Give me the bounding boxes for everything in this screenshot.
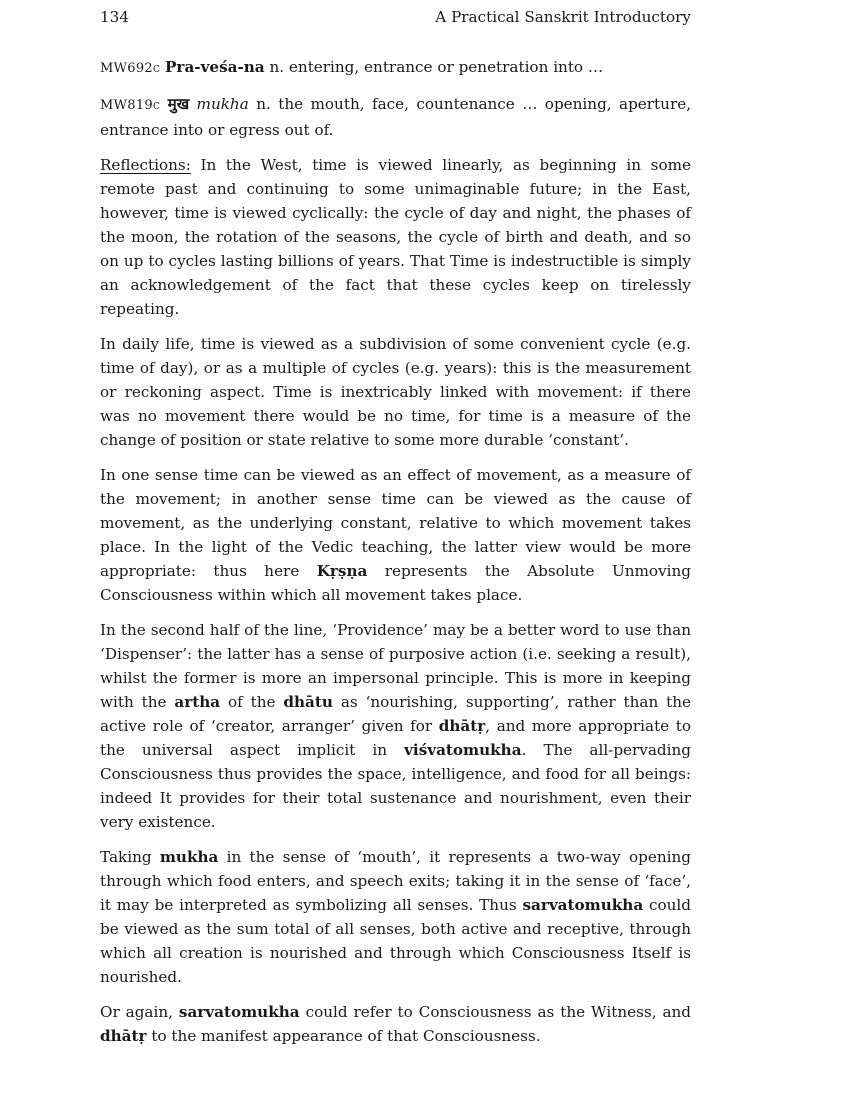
entry-devanagari: मुख <box>167 95 190 113</box>
running-header <box>100 5 691 27</box>
paragraph-text: In the second half of the line, ‘Providence’ may be a better word to use than ‘Dispenser’: the latter has a sense of purposive action (i.e. seeking a result), whilst the former is more an impersonal principle. This is more in keeping with the <box>100 621 691 711</box>
sanskrit-term: sarvatomukha <box>178 1003 300 1021</box>
paragraph-text: of the <box>227 693 276 711</box>
dictionary-entry <box>100 55 691 81</box>
paragraph-text: in the sense of ‘mouth’, it represents a two-way opening through which food enters, and speech exits; taking it in the sense of ‘face’, it may be interpreted as symbolizing all senses. Thus <box>100 848 692 914</box>
entry-reference: MW819c <box>100 98 161 113</box>
paragraph-text: . The all-pervading Consciousness thus provides the space, intelligence, and food for all beings: indeed It provides for their total sustenance and nourishment, even their very existence. <box>100 741 692 831</box>
sanskrit-term: dhātṛ <box>100 1027 147 1045</box>
entry-term: Pra-veśa-na <box>165 58 265 76</box>
paragraph <box>100 618 691 834</box>
paragraph-text: could be viewed as the sum total of all senses, both active and receptive, through which all creation is nourished and through which Consciousness Itself is nourished. <box>100 896 691 986</box>
paragraph-text: Or again, <box>100 1003 173 1021</box>
sanskrit-term: dhātṛ <box>438 717 486 735</box>
entry-definition: n. entering, entrance or penetration into … <box>269 58 604 76</box>
sanskrit-term: mukha <box>159 848 219 866</box>
paragraph <box>100 1000 691 1048</box>
paragraph-text: to the manifest appearance of that Consciousness. <box>151 1027 541 1045</box>
sanskrit-term: sarvatomukha <box>522 896 644 914</box>
sanskrit-term: viśvatomukha <box>404 741 522 759</box>
paragraph <box>100 463 691 607</box>
paragraph-text: as ‘nourishing, supporting’, rather than the active role of ‘creator, arranger’ given for <box>100 693 692 735</box>
paragraph-text: represents the Absolute Unmoving Consciousness within which all movement takes place. <box>100 562 692 604</box>
paragraph-text: , and more appropriate to the universal aspect implicit in <box>100 717 692 759</box>
page-number: 134 <box>100 8 129 26</box>
paragraph-text: In one sense time can be viewed as an effect of movement, as a measure of the movement; in another sense time can be viewed as the cause of movement, as the underlying constant, relative to which movement takes place. In the light of the Vedic teaching, the latter view would be more appropriate: thus here <box>100 466 691 580</box>
reflections-label: Reflections: <box>100 156 191 174</box>
sanskrit-term: dhātu <box>283 693 333 711</box>
paragraph-text: Taking <box>100 848 152 866</box>
dictionary-entry <box>100 92 691 142</box>
paragraph <box>100 153 691 321</box>
sanskrit-term: Kṛṣṇa <box>316 562 368 580</box>
running-title: A Practical Sanskrit Introductory <box>435 8 691 26</box>
paragraph-text: In the West, time is viewed linearly, as beginning in some remote past and continuing to some unimaginable future; in the East, however, time is viewed cyclically: the cycle of day and night, the phases of the moon, the rotation of the seasons, the cycle of birth and death, and so on up to cycles lasting billions of years. That Time is indestructible is simply an acknowledgement of the fact that these cycles keep on tirelessly repeating. <box>100 156 691 318</box>
page-content <box>100 55 691 1059</box>
entry-reference: MW692c <box>100 61 161 76</box>
sanskrit-term: artha <box>174 693 221 711</box>
entry-transliteration: mukha <box>196 95 249 113</box>
entry-definition: n. the mouth, face, countenance … opening, aperture, entrance into or egress out of. <box>100 95 692 139</box>
paragraph <box>100 845 691 989</box>
paragraph: In daily life, time is viewed as a subdivision of some convenient cycle (e.g. time of day), or as a multiple of cycles (e.g. years): this is the measurement or reckoning aspect. Time is inextricably linked with movement: if there was no movement there would be no time, for time is a measure of the change of position or state relative to some more durable ‘constant’. <box>100 335 691 449</box>
paragraph-text: could refer to Consciousness as the Witness, and <box>305 1003 692 1021</box>
